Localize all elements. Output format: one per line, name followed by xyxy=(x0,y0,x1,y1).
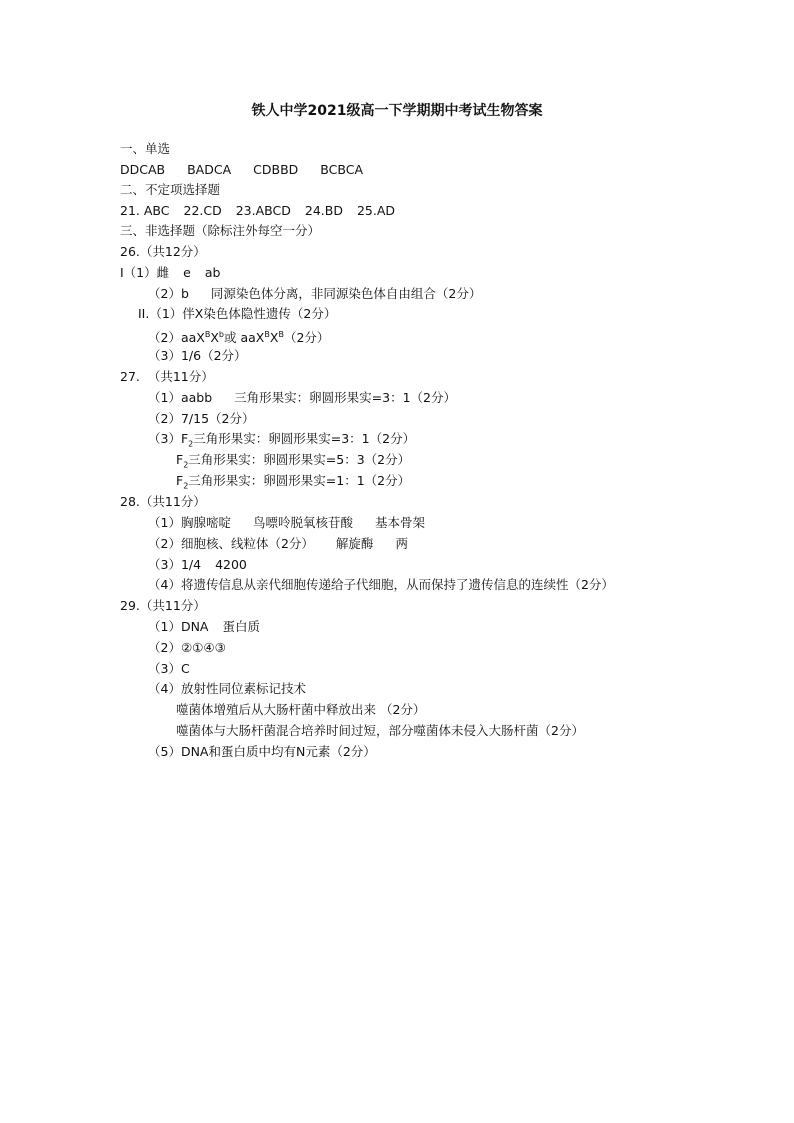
answer-22: 22.CD xyxy=(183,203,222,218)
q27-part5: $F_2$三角形果实：卵圆形果实=1：1（2分） xyxy=(176,473,411,491)
q29-header: 29.（共11分） xyxy=(120,598,206,613)
section2-heading: 二、不定项选择题 xyxy=(120,182,221,197)
answer-group-3: CDBBD xyxy=(253,162,299,177)
q26-part3: II.（1）伴X染色体隐性遗传（2分） xyxy=(138,306,337,321)
answer-group-1: DDCAB xyxy=(120,162,166,177)
section1-heading: 一、单选 xyxy=(120,141,171,156)
answer-group-2: BADCA xyxy=(187,162,232,177)
q26-part2: （2）b 同源染色体分离，非同源染色体自由组合（2分） xyxy=(148,286,482,301)
page-title: 铁人中学2021级高一下学期期中考试生物答案 xyxy=(251,103,543,119)
answer-25: 25.AD xyxy=(356,203,396,218)
section2-answers xyxy=(120,201,395,221)
q29-part4: （4）放射性同位素标记技术 xyxy=(148,681,306,696)
q28-part2: （2）细胞核、线粒体（2分） 解旋酶 两 xyxy=(148,536,408,551)
q27-part3: $(3)F_2$三角形果实：卵圆形果实=3：1（2分） xyxy=(148,431,416,449)
q29-part3: （3）C xyxy=(148,661,190,676)
q29-part2: （2）②①④③ xyxy=(148,640,226,655)
section1-answers xyxy=(120,160,363,180)
q26-part4: $(2)aaX^BX^b$或 $aaX^BX^B(2$分） xyxy=(148,330,330,346)
q27-part4: $F_2$三角形果实：卵圆形果实=5：3（2分） xyxy=(176,452,411,470)
q28-part3: （3）1/4 4200 xyxy=(148,557,247,572)
answer-21: 21. ABC xyxy=(120,203,170,218)
q29-part5: 噬菌体增殖后从大肠杆菌中释放出来 （2分） xyxy=(176,702,426,717)
q29-part6: 噬菌体与大肠杆菌混合培养时间过短，部分噬菌体未侵入大肠杆菌（2分） xyxy=(176,723,584,738)
q26-part5: （3）1/6（2分） xyxy=(148,348,247,363)
answer-23: 23.ABCD xyxy=(235,203,291,218)
q26-header: 26.（共12分） xyxy=(120,244,206,259)
section3-heading: 三、非选择题（除标注外每空一分） xyxy=(120,223,321,238)
q28-header: 28.（共11分） xyxy=(120,494,206,509)
q27-part1: （1）aabb 三角形果实：卵圆形果实=3：1（2分） xyxy=(148,390,456,405)
q29-part1: （1）DNA 蛋白质 xyxy=(148,619,260,634)
answer-24: 24.BD xyxy=(304,203,343,218)
q27-header: 27. （共11分） xyxy=(120,369,214,384)
q27-part2: （2）7/15（2分） xyxy=(148,411,255,426)
q26-part1: I（1）雌 e ab xyxy=(120,265,221,280)
q28-part1: （1）胸腺嘧啶 鸟嘌呤脱氧核苷酸 基本骨架 xyxy=(148,515,425,530)
q28-part4: （4）将遗传信息从亲代细胞传递给子代细胞，从而保持了遗传信息的连续性（2分） xyxy=(148,577,614,592)
q29-part7: （5）DNA和蛋白质中均有N元素（2分） xyxy=(148,744,376,759)
answer-group-4: BCBCA xyxy=(320,162,363,177)
